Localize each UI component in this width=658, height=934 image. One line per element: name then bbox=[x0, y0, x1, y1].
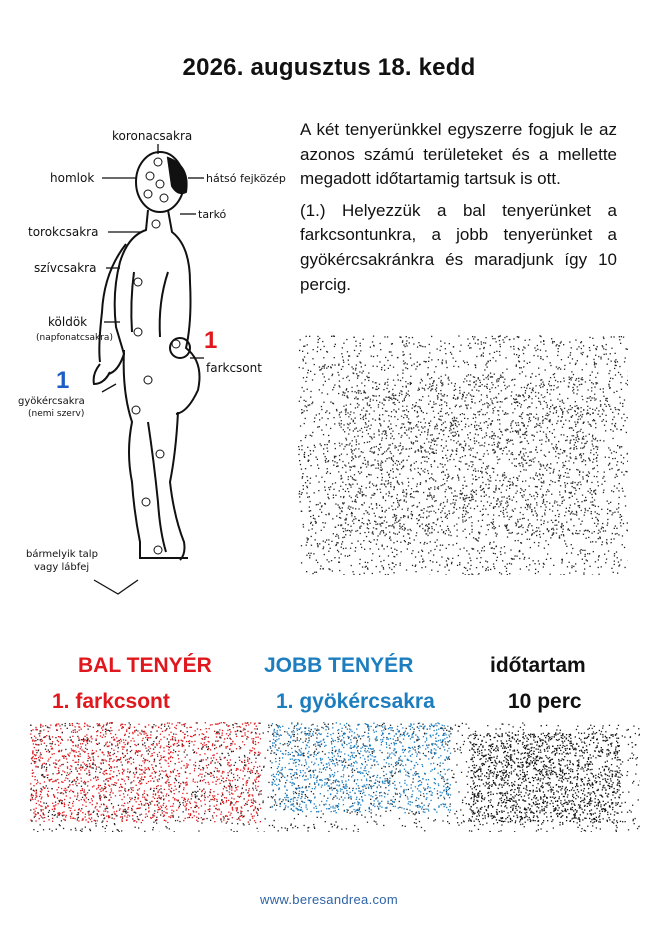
marker-blue-1: 1 bbox=[56, 367, 70, 394]
label-talp-1: bármelyik talp bbox=[26, 549, 98, 560]
label-farkcsont: farkcsont bbox=[206, 361, 262, 375]
label-tarko: tarkó bbox=[198, 208, 227, 221]
label-homlok: homlok bbox=[50, 171, 95, 185]
body-diagram bbox=[8, 122, 298, 602]
label-gyokercsakra: gyökércsakra bbox=[18, 396, 85, 407]
marker-red-1: 1 bbox=[204, 327, 218, 354]
paragraph-intro: A két tenyerünkkel egyszerre fogjuk le az azonos számú területeket és a mellette megadott időtartamig tartsuk is ott. bbox=[300, 120, 617, 189]
page-title: 2026. augusztus 18. kedd bbox=[182, 54, 476, 81]
leader-lines bbox=[94, 144, 204, 594]
body-diagram-svg bbox=[8, 122, 298, 602]
label-gyokercsakra-sub: (nemi szerv) bbox=[28, 409, 85, 419]
footer-url: www.beresandrea.com bbox=[260, 892, 398, 907]
row-1-right-palm: 1. gyökércsakra bbox=[276, 690, 435, 713]
label-talp-2: vagy lábfej bbox=[34, 562, 90, 573]
label-torokcsakra: torokcsakra bbox=[28, 225, 99, 239]
label-szivcsakra: szívcsakra bbox=[34, 261, 97, 275]
paragraph-step-1: (1.) Helyezzük a bal tenyerünket a farkcsontunkra, a jobb tenyerünket a gyökércsakránkra és maradjunk így 10 percig. bbox=[300, 200, 617, 294]
row-1-left-palm: 1. farkcsont bbox=[52, 690, 170, 713]
instructions-text bbox=[300, 118, 617, 304]
speckle-noise-bottom bbox=[30, 722, 640, 832]
header-left-palm: BAL TENYÉR bbox=[78, 654, 212, 677]
header-duration: időtartam bbox=[490, 654, 586, 677]
row-1-duration: 10 perc bbox=[508, 690, 582, 713]
label-koldok-sub: (napfonatcsakra) bbox=[36, 333, 113, 343]
speckle-noise-right bbox=[298, 335, 628, 575]
label-koldok: köldök bbox=[48, 315, 88, 329]
header-right-palm: JOBB TENYÉR bbox=[264, 654, 414, 677]
label-hatso-fejkozep: hátsó fejközép bbox=[206, 172, 286, 185]
label-koronacsakra: koronacsakra bbox=[112, 129, 193, 143]
